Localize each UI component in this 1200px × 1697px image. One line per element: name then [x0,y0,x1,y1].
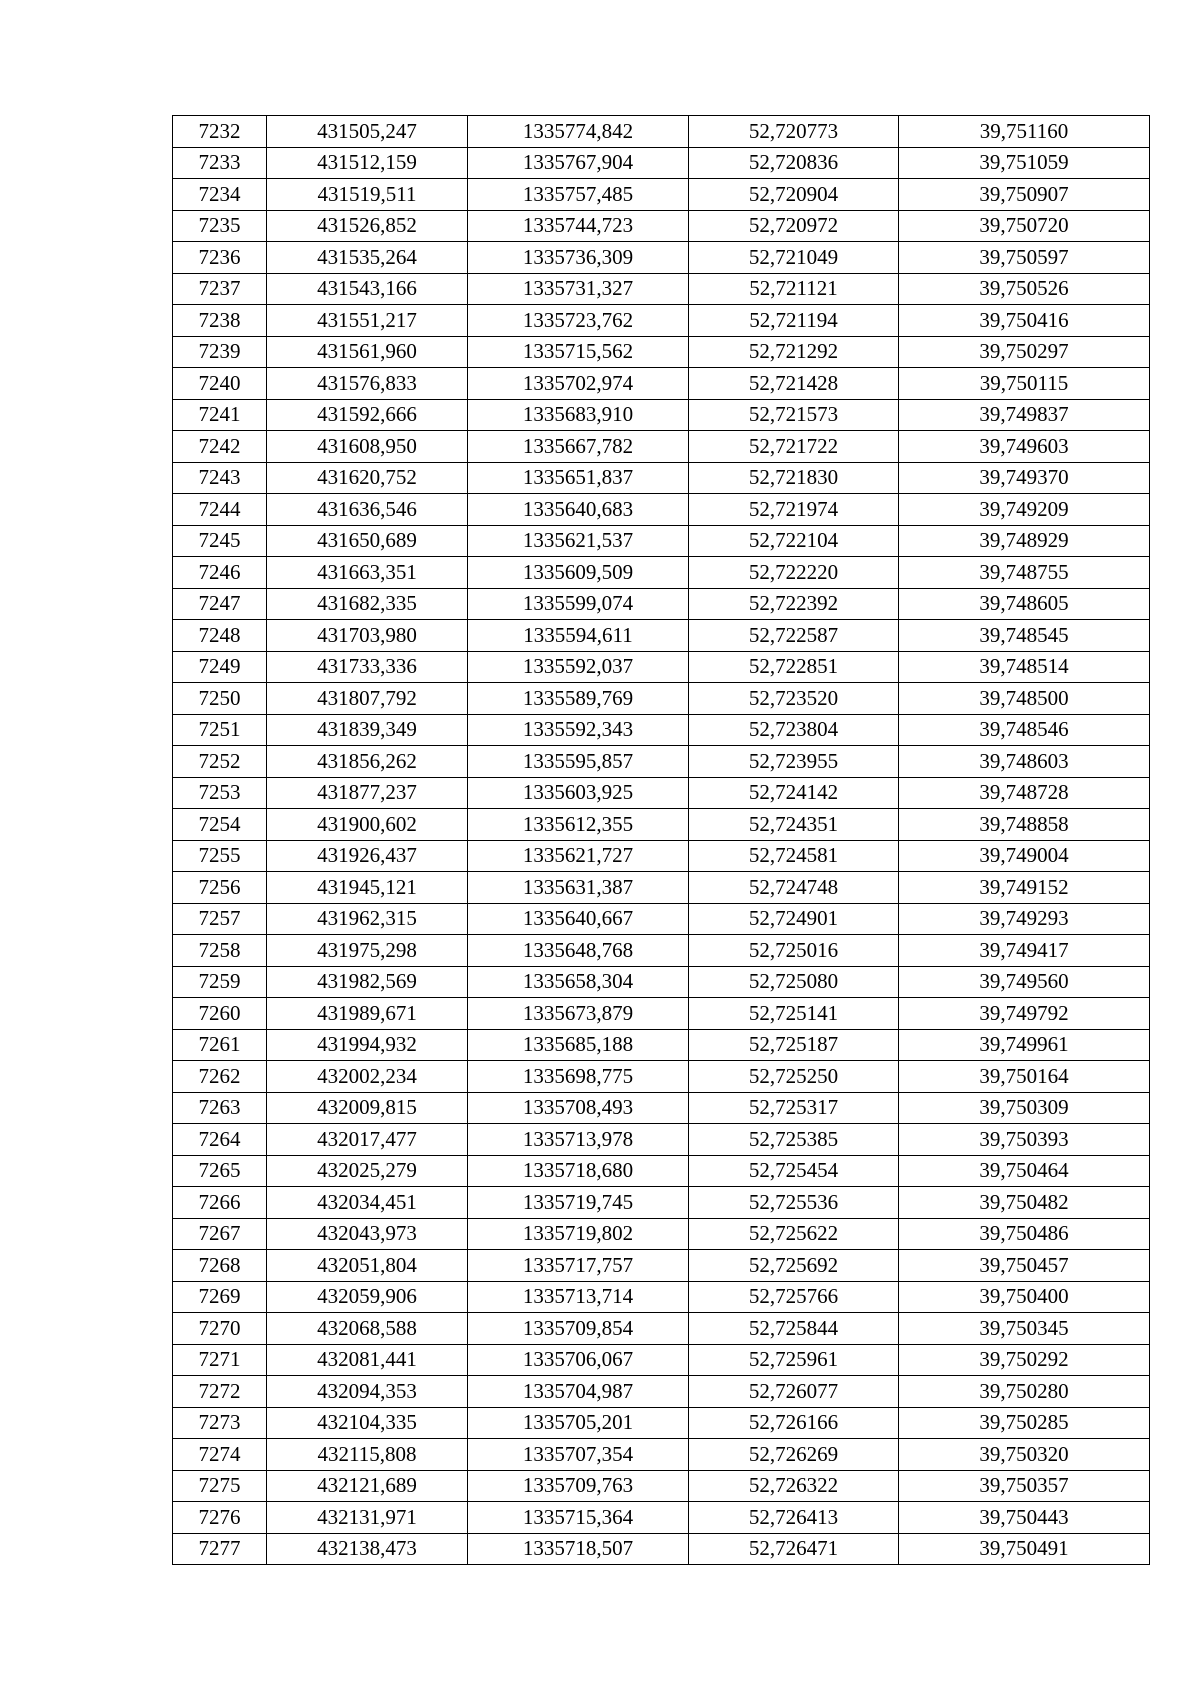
point-number-cell: 7267 [173,1218,267,1250]
x-coordinate-cell: 431512,159 [267,147,468,179]
table-row [173,998,1150,1030]
point-number-cell: 7254 [173,809,267,841]
longitude-cell: 39,750115 [899,368,1150,400]
y-coordinate-cell: 1335651,837 [468,462,689,494]
y-coordinate-cell: 1335723,762 [468,305,689,337]
table-row [173,1092,1150,1124]
point-number-cell: 7240 [173,368,267,400]
x-coordinate-cell: 431543,166 [267,273,468,305]
x-coordinate-cell: 432009,815 [267,1092,468,1124]
latitude-cell: 52,720773 [689,116,899,148]
point-number-cell: 7247 [173,588,267,620]
latitude-cell: 52,725187 [689,1029,899,1061]
point-number-cell: 7239 [173,336,267,368]
y-coordinate-cell: 1335767,904 [468,147,689,179]
longitude-cell: 39,749293 [899,903,1150,935]
latitude-cell: 52,726269 [689,1439,899,1471]
point-number-cell: 7237 [173,273,267,305]
y-coordinate-cell: 1335595,857 [468,746,689,778]
y-coordinate-cell: 1335704,987 [468,1376,689,1408]
longitude-cell: 39,749961 [899,1029,1150,1061]
point-number-cell: 7246 [173,557,267,589]
table-row [173,1470,1150,1502]
point-number-cell: 7264 [173,1124,267,1156]
y-coordinate-cell: 1335594,611 [468,620,689,652]
x-coordinate-cell: 431962,315 [267,903,468,935]
y-coordinate-cell: 1335718,680 [468,1155,689,1187]
latitude-cell: 52,725250 [689,1061,899,1093]
x-coordinate-cell: 431592,666 [267,399,468,431]
latitude-cell: 52,724351 [689,809,899,841]
y-coordinate-cell: 1335667,782 [468,431,689,463]
point-number-cell: 7241 [173,399,267,431]
x-coordinate-cell: 432081,441 [267,1344,468,1376]
table-row [173,1029,1150,1061]
table-row [173,1250,1150,1282]
table-row [173,557,1150,589]
longitude-cell: 39,750280 [899,1376,1150,1408]
point-number-cell: 7232 [173,116,267,148]
table-row [173,1155,1150,1187]
latitude-cell: 52,721194 [689,305,899,337]
table-row [173,1313,1150,1345]
y-coordinate-cell: 1335640,667 [468,903,689,935]
x-coordinate-cell: 431519,511 [267,179,468,211]
point-number-cell: 7250 [173,683,267,715]
latitude-cell: 52,721121 [689,273,899,305]
x-coordinate-cell: 431945,121 [267,872,468,904]
x-coordinate-cell: 431839,349 [267,714,468,746]
point-number-cell: 7235 [173,210,267,242]
longitude-cell: 39,749837 [899,399,1150,431]
x-coordinate-cell: 431877,237 [267,777,468,809]
latitude-cell: 52,726322 [689,1470,899,1502]
x-coordinate-cell: 432138,473 [267,1533,468,1565]
x-coordinate-cell: 432115,808 [267,1439,468,1471]
table-row [173,305,1150,337]
point-number-cell: 7269 [173,1281,267,1313]
y-coordinate-cell: 1335592,343 [468,714,689,746]
table-row [173,683,1150,715]
x-coordinate-cell: 432059,906 [267,1281,468,1313]
y-coordinate-cell: 1335774,842 [468,116,689,148]
latitude-cell: 52,725385 [689,1124,899,1156]
y-coordinate-cell: 1335707,354 [468,1439,689,1471]
x-coordinate-cell: 431620,752 [267,462,468,494]
point-number-cell: 7277 [173,1533,267,1565]
longitude-cell: 39,748929 [899,525,1150,557]
y-coordinate-cell: 1335599,074 [468,588,689,620]
longitude-cell: 39,749370 [899,462,1150,494]
y-coordinate-cell: 1335683,910 [468,399,689,431]
latitude-cell: 52,725317 [689,1092,899,1124]
x-coordinate-cell: 432051,804 [267,1250,468,1282]
y-coordinate-cell: 1335702,974 [468,368,689,400]
table-row [173,966,1150,998]
table-row [173,1376,1150,1408]
longitude-cell: 39,748728 [899,777,1150,809]
longitude-cell: 39,749792 [899,998,1150,1030]
table-row [173,147,1150,179]
y-coordinate-cell: 1335717,757 [468,1250,689,1282]
y-coordinate-cell: 1335631,387 [468,872,689,904]
longitude-cell: 39,750720 [899,210,1150,242]
table-row [173,368,1150,400]
latitude-cell: 52,722851 [689,651,899,683]
point-number-cell: 7275 [173,1470,267,1502]
y-coordinate-cell: 1335685,188 [468,1029,689,1061]
point-number-cell: 7268 [173,1250,267,1282]
y-coordinate-cell: 1335648,768 [468,935,689,967]
table-row [173,903,1150,935]
x-coordinate-cell: 431989,671 [267,998,468,1030]
longitude-cell: 39,748514 [899,651,1150,683]
latitude-cell: 52,721830 [689,462,899,494]
latitude-cell: 52,722392 [689,588,899,620]
point-number-cell: 7257 [173,903,267,935]
latitude-cell: 52,725844 [689,1313,899,1345]
longitude-cell: 39,750400 [899,1281,1150,1313]
longitude-cell: 39,750345 [899,1313,1150,1345]
table-row [173,525,1150,557]
table-row [173,1124,1150,1156]
table-row [173,746,1150,778]
x-coordinate-cell: 431994,932 [267,1029,468,1061]
y-coordinate-cell: 1335744,723 [468,210,689,242]
longitude-cell: 39,748545 [899,620,1150,652]
latitude-cell: 52,726166 [689,1407,899,1439]
latitude-cell: 52,721974 [689,494,899,526]
y-coordinate-cell: 1335713,978 [468,1124,689,1156]
table-row [173,116,1150,148]
latitude-cell: 52,723520 [689,683,899,715]
table-row [173,935,1150,967]
latitude-cell: 52,721049 [689,242,899,274]
longitude-cell: 39,750464 [899,1155,1150,1187]
x-coordinate-cell: 432043,973 [267,1218,468,1250]
x-coordinate-cell: 431535,264 [267,242,468,274]
y-coordinate-cell: 1335621,727 [468,840,689,872]
table-row [173,588,1150,620]
point-number-cell: 7233 [173,147,267,179]
y-coordinate-cell: 1335705,201 [468,1407,689,1439]
point-number-cell: 7256 [173,872,267,904]
x-coordinate-cell: 431561,960 [267,336,468,368]
point-number-cell: 7251 [173,714,267,746]
x-coordinate-cell: 431733,336 [267,651,468,683]
latitude-cell: 52,722220 [689,557,899,589]
x-coordinate-cell: 431650,689 [267,525,468,557]
table-row [173,1344,1150,1376]
point-number-cell: 7266 [173,1187,267,1219]
y-coordinate-cell: 1335718,507 [468,1533,689,1565]
point-number-cell: 7236 [173,242,267,274]
table-row [173,179,1150,211]
latitude-cell: 52,725622 [689,1218,899,1250]
point-number-cell: 7274 [173,1439,267,1471]
longitude-cell: 39,750292 [899,1344,1150,1376]
x-coordinate-cell: 432104,335 [267,1407,468,1439]
table-row [173,462,1150,494]
point-number-cell: 7262 [173,1061,267,1093]
longitude-cell: 39,750357 [899,1470,1150,1502]
latitude-cell: 52,725692 [689,1250,899,1282]
longitude-cell: 39,750486 [899,1218,1150,1250]
latitude-cell: 52,721722 [689,431,899,463]
table-row [173,399,1150,431]
latitude-cell: 52,724748 [689,872,899,904]
y-coordinate-cell: 1335621,537 [468,525,689,557]
x-coordinate-cell: 431608,950 [267,431,468,463]
table-row [173,336,1150,368]
longitude-cell: 39,750526 [899,273,1150,305]
longitude-cell: 39,750164 [899,1061,1150,1093]
y-coordinate-cell: 1335731,327 [468,273,689,305]
table-row [173,1218,1150,1250]
point-number-cell: 7238 [173,305,267,337]
point-number-cell: 7276 [173,1502,267,1534]
y-coordinate-cell: 1335715,364 [468,1502,689,1534]
x-coordinate-cell: 431636,546 [267,494,468,526]
table-row [173,1061,1150,1093]
point-number-cell: 7260 [173,998,267,1030]
longitude-cell: 39,750285 [899,1407,1150,1439]
longitude-cell: 39,750443 [899,1502,1150,1534]
x-coordinate-cell: 432034,451 [267,1187,468,1219]
longitude-cell: 39,750907 [899,179,1150,211]
table-row [173,242,1150,274]
table-row [173,651,1150,683]
x-coordinate-cell: 432025,279 [267,1155,468,1187]
table-row [173,273,1150,305]
x-coordinate-cell: 431526,852 [267,210,468,242]
latitude-cell: 52,722104 [689,525,899,557]
latitude-cell: 52,720836 [689,147,899,179]
longitude-cell: 39,750597 [899,242,1150,274]
table-row [173,1281,1150,1313]
y-coordinate-cell: 1335609,509 [468,557,689,589]
longitude-cell: 39,749560 [899,966,1150,998]
latitude-cell: 52,725016 [689,935,899,967]
latitude-cell: 52,725766 [689,1281,899,1313]
point-number-cell: 7244 [173,494,267,526]
y-coordinate-cell: 1335603,925 [468,777,689,809]
y-coordinate-cell: 1335706,067 [468,1344,689,1376]
longitude-cell: 39,748755 [899,557,1150,589]
latitude-cell: 52,725141 [689,998,899,1030]
point-number-cell: 7261 [173,1029,267,1061]
x-coordinate-cell: 431926,437 [267,840,468,872]
longitude-cell: 39,748546 [899,714,1150,746]
longitude-cell: 39,749004 [899,840,1150,872]
longitude-cell: 39,750320 [899,1439,1150,1471]
x-coordinate-cell: 431505,247 [267,116,468,148]
longitude-cell: 39,750416 [899,305,1150,337]
y-coordinate-cell: 1335589,769 [468,683,689,715]
x-coordinate-cell: 431703,980 [267,620,468,652]
longitude-cell: 39,750297 [899,336,1150,368]
y-coordinate-cell: 1335715,562 [468,336,689,368]
latitude-cell: 52,720972 [689,210,899,242]
latitude-cell: 52,721292 [689,336,899,368]
latitude-cell: 52,725961 [689,1344,899,1376]
latitude-cell: 52,723955 [689,746,899,778]
longitude-cell: 39,748603 [899,746,1150,778]
table-row [173,620,1150,652]
point-number-cell: 7248 [173,620,267,652]
latitude-cell: 52,726471 [689,1533,899,1565]
point-number-cell: 7245 [173,525,267,557]
longitude-cell: 39,750309 [899,1092,1150,1124]
y-coordinate-cell: 1335709,763 [468,1470,689,1502]
x-coordinate-cell: 431856,262 [267,746,468,778]
longitude-cell: 39,748500 [899,683,1150,715]
latitude-cell: 52,724142 [689,777,899,809]
point-number-cell: 7273 [173,1407,267,1439]
y-coordinate-cell: 1335640,683 [468,494,689,526]
x-coordinate-cell: 432017,477 [267,1124,468,1156]
y-coordinate-cell: 1335708,493 [468,1092,689,1124]
table-row [173,210,1150,242]
coordinates-table [172,115,1150,1565]
table-row [173,431,1150,463]
x-coordinate-cell: 431551,217 [267,305,468,337]
longitude-cell: 39,750393 [899,1124,1150,1156]
table-row [173,840,1150,872]
point-number-cell: 7249 [173,651,267,683]
point-number-cell: 7252 [173,746,267,778]
table-row [173,809,1150,841]
table-row [173,777,1150,809]
table-row [173,714,1150,746]
latitude-cell: 52,725080 [689,966,899,998]
y-coordinate-cell: 1335612,355 [468,809,689,841]
point-number-cell: 7259 [173,966,267,998]
table-row [173,494,1150,526]
latitude-cell: 52,721428 [689,368,899,400]
x-coordinate-cell: 431982,569 [267,966,468,998]
x-coordinate-cell: 432094,353 [267,1376,468,1408]
table-row [173,1407,1150,1439]
point-number-cell: 7258 [173,935,267,967]
x-coordinate-cell: 431807,792 [267,683,468,715]
point-number-cell: 7270 [173,1313,267,1345]
longitude-cell: 39,749417 [899,935,1150,967]
point-number-cell: 7272 [173,1376,267,1408]
y-coordinate-cell: 1335719,745 [468,1187,689,1219]
latitude-cell: 52,723804 [689,714,899,746]
point-number-cell: 7263 [173,1092,267,1124]
latitude-cell: 52,725536 [689,1187,899,1219]
y-coordinate-cell: 1335709,854 [468,1313,689,1345]
latitude-cell: 52,725454 [689,1155,899,1187]
longitude-cell: 39,749209 [899,494,1150,526]
table-row [173,1187,1150,1219]
x-coordinate-cell: 432002,234 [267,1061,468,1093]
y-coordinate-cell: 1335719,802 [468,1218,689,1250]
x-coordinate-cell: 432121,689 [267,1470,468,1502]
latitude-cell: 52,721573 [689,399,899,431]
y-coordinate-cell: 1335713,714 [468,1281,689,1313]
y-coordinate-cell: 1335757,485 [468,179,689,211]
point-number-cell: 7242 [173,431,267,463]
y-coordinate-cell: 1335673,879 [468,998,689,1030]
latitude-cell: 52,722587 [689,620,899,652]
longitude-cell: 39,750482 [899,1187,1150,1219]
longitude-cell: 39,749603 [899,431,1150,463]
point-number-cell: 7243 [173,462,267,494]
longitude-cell: 39,750491 [899,1533,1150,1565]
latitude-cell: 52,726077 [689,1376,899,1408]
point-number-cell: 7253 [173,777,267,809]
x-coordinate-cell: 431576,833 [267,368,468,400]
latitude-cell: 52,726413 [689,1502,899,1534]
point-number-cell: 7234 [173,179,267,211]
table-row [173,1533,1150,1565]
x-coordinate-cell: 432131,971 [267,1502,468,1534]
point-number-cell: 7255 [173,840,267,872]
longitude-cell: 39,751059 [899,147,1150,179]
x-coordinate-cell: 432068,588 [267,1313,468,1345]
table-row [173,872,1150,904]
latitude-cell: 52,724581 [689,840,899,872]
y-coordinate-cell: 1335698,775 [468,1061,689,1093]
x-coordinate-cell: 431900,602 [267,809,468,841]
longitude-cell: 39,748858 [899,809,1150,841]
longitude-cell: 39,751160 [899,116,1150,148]
latitude-cell: 52,720904 [689,179,899,211]
longitude-cell: 39,749152 [899,872,1150,904]
longitude-cell: 39,750457 [899,1250,1150,1282]
x-coordinate-cell: 431663,351 [267,557,468,589]
y-coordinate-cell: 1335658,304 [468,966,689,998]
longitude-cell: 39,748605 [899,588,1150,620]
point-number-cell: 7271 [173,1344,267,1376]
x-coordinate-cell: 431682,335 [267,588,468,620]
table-row [173,1439,1150,1471]
coordinates-table-body [173,116,1150,1565]
latitude-cell: 52,724901 [689,903,899,935]
y-coordinate-cell: 1335592,037 [468,651,689,683]
table-row [173,1502,1150,1534]
y-coordinate-cell: 1335736,309 [468,242,689,274]
x-coordinate-cell: 431975,298 [267,935,468,967]
point-number-cell: 7265 [173,1155,267,1187]
